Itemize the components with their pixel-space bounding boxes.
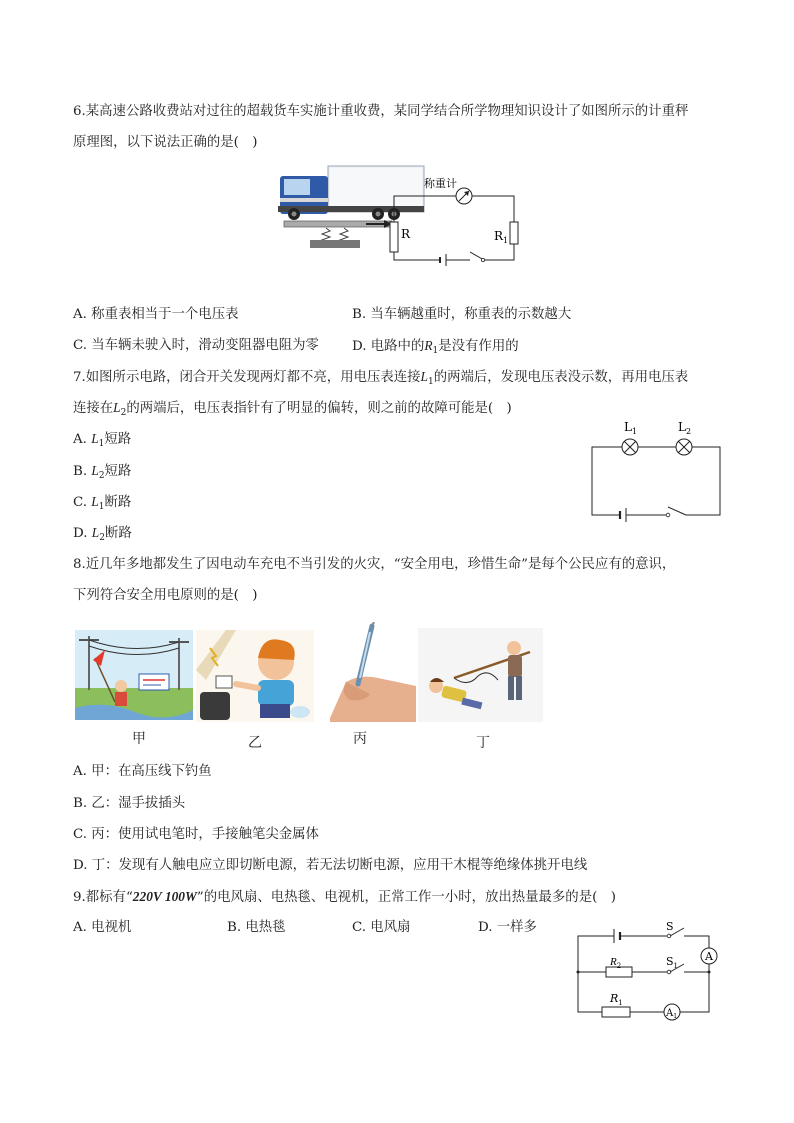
spring bbox=[322, 228, 348, 242]
q6-stem-line1: 6.某高速公路收费站对过往的超载货车实施计重收费，某同学结合所学物理知识设计了如图所示的计重秤 bbox=[73, 104, 689, 119]
resistor-r2-label: $R_2$ bbox=[610, 956, 622, 970]
q8-picture-ding bbox=[418, 628, 543, 722]
ammeter-a-label: A bbox=[705, 950, 713, 963]
q8-option-a[interactable]: A. 甲：在高压线下钓鱼 bbox=[73, 764, 212, 779]
q8-caption-jia: 甲 bbox=[132, 731, 146, 747]
rheostat-r bbox=[390, 222, 398, 252]
lamp-l2-label: $L_2$ bbox=[678, 420, 692, 436]
q7-option-b[interactable]: B. $L_2$短路 bbox=[73, 463, 132, 481]
q8-stem-line1: 8.近几年多地都发生了因电动车充电不当引发的火灾，“安全用电，珍惜生命”是每个公民应有的意识， bbox=[73, 557, 676, 572]
q6-option-a[interactable]: A. 称重表相当于一个电压表 bbox=[73, 307, 239, 322]
q8-picture-jia bbox=[75, 630, 193, 720]
q7-stem-line1: 7.如图所示电路，闭合开关发现两灯都不亮，用电压表连接$L_1$的两端后，发现电压表没示数，再用电压表 bbox=[73, 369, 689, 387]
q8-option-d[interactable]: D. 丁：发现有人触电应立即切断电源，若无法切断电源，应用干木棍等绝缘体挑开电线 bbox=[73, 858, 588, 873]
q9-stem: 9.都标有“220V 100W”的电风扇、电热毯、电视机，正常工作一小时，放出热量最多的是( ) bbox=[73, 889, 616, 905]
q7-circuit-figure bbox=[588, 417, 724, 523]
q8-caption-bing: 丙 bbox=[353, 731, 367, 747]
weight-meter-label: 称重计 bbox=[424, 177, 457, 190]
scale-base bbox=[310, 240, 360, 248]
q6-weighing-circuit-figure bbox=[278, 162, 528, 270]
q9-option-a[interactable]: A. 电视机 bbox=[73, 920, 132, 935]
q6-option-c[interactable]: C. 当车辆未驶入时，滑动变阻器电阻为零 bbox=[73, 338, 319, 353]
switch-s1-label: $S_1$ bbox=[666, 955, 679, 970]
q9-option-b[interactable]: B. 电热毯 bbox=[227, 920, 286, 935]
resistor-r1 bbox=[510, 222, 518, 244]
lamp-l1-icon bbox=[622, 439, 638, 455]
resistor-r1 bbox=[602, 1007, 630, 1017]
q8-caption-ding: 丁 bbox=[476, 735, 490, 751]
q6-option-d[interactable]: D. 电路中的$R_1$是没有作用的 bbox=[352, 338, 519, 356]
q8-picture-yi bbox=[196, 630, 314, 722]
q9-circuit-figure bbox=[570, 920, 730, 1024]
q7-stem-line2: 连接在$L_2$的两端后，电压表指针有了明显的偏转，则之前的故障可能是( ) bbox=[73, 400, 512, 418]
q6-stem-line2: 原理图，以下说法正确的是( ) bbox=[73, 135, 258, 150]
lamp-l1-label: $L_1$ bbox=[624, 420, 638, 436]
lamp-l2-icon bbox=[676, 439, 692, 455]
resistor-r1-label: $R_1$ bbox=[494, 229, 509, 245]
q9-option-c[interactable]: C. 电风扇 bbox=[352, 920, 411, 935]
q6-option-b[interactable]: B. 当车辆越重时，称重表的示数越大 bbox=[352, 307, 572, 322]
q7-option-c[interactable]: C. $L_1$断路 bbox=[73, 494, 132, 512]
q8-stem-line2: 下列符合安全用电原则的是( ) bbox=[73, 588, 258, 603]
switch-icon bbox=[668, 507, 686, 515]
ammeter-a1-label: $A_1$ bbox=[666, 1008, 678, 1020]
q8-caption-yi: 乙 bbox=[248, 735, 262, 751]
resistor-r1-label: $R_1$ bbox=[610, 992, 623, 1007]
q8-option-c[interactable]: C. 丙：使用试电笔时，手接触笔尖金属体 bbox=[73, 827, 319, 842]
switch-s-label: S bbox=[666, 920, 674, 933]
truck-image bbox=[278, 166, 424, 220]
q8-option-b[interactable]: B. 乙：湿手拔插头 bbox=[73, 796, 186, 811]
rheostat-label: R bbox=[401, 227, 411, 241]
q9-option-d[interactable]: D. 一样多 bbox=[478, 920, 537, 935]
q8-picture-bing bbox=[320, 622, 416, 722]
q7-option-d[interactable]: D. $L_2$断路 bbox=[73, 525, 132, 543]
q7-option-a[interactable]: A. $L_1$短路 bbox=[73, 431, 132, 449]
